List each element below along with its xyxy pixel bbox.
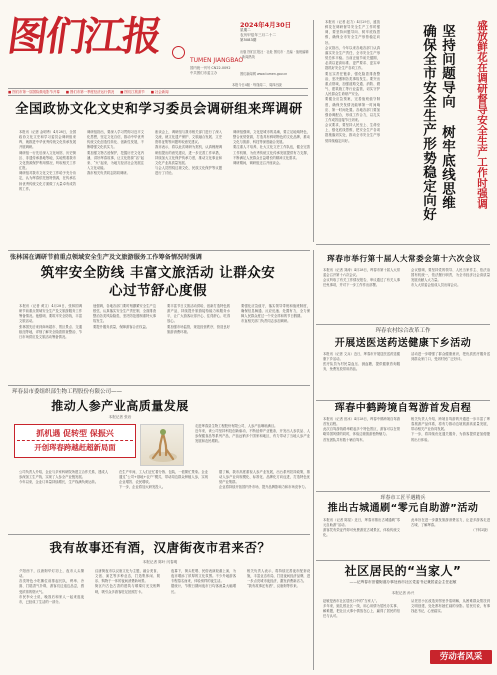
g-byline: 本报记者 陈叶 闫春明 [142,560,178,564]
masthead-logo-mark [172,46,185,59]
banner-article-col3: 座谈会上，调研组与我市相关部门进行了深入交流，就文化遗产保护、文旅融合发展、文史资料征集等问题听取意见建议。 我市表示，将以此次调研为契机，认真梳理调研组提出的意见建议，进一步完善工作举措，持续加大文化保护传承力度，推动文化事业和文化产业高质量发展。 与会人员围绕边境文化、民族文化保护等议题进行了讨论。 [155,130,222,176]
masthead [4,4,320,84]
right-article-lead: 本报讯（记者 赵力）4月29日，盛放鲜花在调研督导安全生产工作时强调，要坚持问题导向、树牢底线思维，确保全市安全生产形势稳定向好。 [325,20,380,45]
h-col1: 赵敏是西市社区居民口中的“当家人”。 多年来，她扎根社区一线，用心用情为居民办实事、解难题，把社区大事小情放在心上，赢得了居民的信任与认可。 [316,599,400,657]
b-rule [316,324,490,325]
footer-banner-label: 劳动者风采 [439,652,483,662]
e-rule [316,560,490,561]
masthead-unified-no: 国内统一刊号 CN22-0092 [190,66,231,70]
c-lead: 本报讯（记者 文兵）近日，珲春市开展送医送药送健康下乡活动。 [323,352,400,362]
ticker-item[interactable]: ■ 社会新闻 [150,90,169,94]
f-rule [8,534,310,535]
c-kicker: 珲春农村综合改革工作 [375,328,431,334]
e-ending: （下转2版） [471,528,490,533]
masthead-weekday: 星期二 [240,28,251,32]
d-lead: 本报讯（记者 田冰）4月28日，珲春中鹤跨境自驾游首发启程。 [323,417,400,427]
banner-article-col1: 本报讯（记者 金明秀）4月28日，全国政协文化文史和学习委员会调研组来珲，就推进中华优秀传统文化传承发展开展调研。 调研组一行先后深入文化场馆、历史街区、非遗传承基地等地，实地察看我市文化资源保护利用情况，听取相关工作汇报。 调研组对我市文化文史工作给予充分肯定，认为珲春依托独特资源，在传承弘扬优秀传统文化方面做了大量卓有成效的工作。 [12,130,76,246]
f-col1: 走进珲春县生物工程股份有限公司，人参产品琳琅满目。 近年来，该公司坚持科技创新驱动，不断延伸产业链条，开发出人参饮品、人参保健食品等系列产品，产品远销多个国家和地区，有力带动了当地人参产业发展和农民增收。 [188,424,310,468]
promo-line-2: 开创珲春跨越赶超新局面 [34,443,116,452]
c-rule [316,400,490,401]
f-col2: 公司负责人介绍，企业与多家科研院所建立合作关系，建成人参深加工生产线，实现了人参全产业链发展。 今年以来，企业订单量持续增长，生产线满负荷运转。 [19,470,108,485]
banner-article-col4: 调研组强调，文化是城市的灵魂，要立足地域特色，整合优势资源，打造具有鲜明特色的文化品牌，推动文化与旅游、科技等深度融合发展。 要注重人才培养，壮大文化文史工作队伍，健全完善工作机制，为优秀传统文化传承发展提供有力支撑，不断满足人民群众日益增长的精神文化需求。 调研期间，调研组还召开座谈会。 [233,130,310,165]
a-col2: 他强调，各地各部门要时刻绷紧安全生产这根弦，认真落实安全生产责任制，全面排查整治各类风险隐患，坚决防范遏制重特大事故发生。 要提升服务质量，保障游客合法权益。 [93,304,156,329]
masthead-lunar: 农历甲辰年三月二十二 [240,33,276,37]
g-lead: 夕阳西下，汉唐街华灯初上，夜市人头攒动。 [19,569,84,579]
b-col2: 会议强调，要坚持党的领导、人民当家作主、依法治国有机统一，依法履行职责，为全市经济社会高质量发展贡献人大力量。 市人大常委会组成人员出席会议。 [411,268,490,288]
banner-rule [8,250,310,251]
g-col1: 夕阳西下，汉唐街华灯初上，夜市人头攒动。 各类特色小吃摊位前排起长队，烤串、冷面、打糕香气扑鼻，游客们边逛边品尝，感受浓浓的烟火气。 市民李女士说，晚饭后和家人一起来逛夜市，已经成了生活的一部分。 [12,569,84,669]
c-col1: 本报讯（记者 文兵）近日，珲春市开展送医送药送健康下乡活动。 医疗队员为村民量血压、测血糖，提供健康咨询服务，免费发放常用药品。 [316,352,400,398]
g-title: 我有故事还有酒，汉唐街夜市君来否？ [49,540,271,555]
b-lead: 本报讯（记者 刘涛）4月28日，珲春市第十届人大常委会召开第十六次会议。 [323,268,400,278]
e-lead: 本报讯（记者 陈星）近日，珲春市推出古城通刷“零元自助游”活动。 [323,518,400,528]
masthead-website: 图们新闻网 www.tumen.gov.cn [240,72,288,76]
masthead-title: 图们江报 [4,13,164,60]
b-col1: 本报讯（记者 刘涛）4月28日，珲春市第十届人大常委会召开第十六次会议。 会议听取了有关工作情况报告，审议通过了有关人事任免事项，并对下一步工作作出部署。 [316,268,400,322]
right-article-rule [316,244,490,245]
masthead-publisher: 中共图们市委主办 [190,71,218,75]
ginseng-photo [140,424,184,466]
column-divider-right [313,250,314,670]
e-kicker: 珲春市工匠平遇精兵 [380,495,426,501]
h-lead: 赵敏是西市社区居民口中的“当家人”。 [323,599,380,603]
ticker-item[interactable]: ■ 图们市第一季度经济运行情况 [65,90,115,94]
ticker-rule-bottom [8,95,308,96]
c-title: 开展送医送药送健康下乡活动 [334,338,472,349]
e-col1: 本报讯（记者 陈星）近日，珲春市推出古城通刷“零元自助游”活动。 游客凭有效证件即可免费游览古城景区，体验传统文化。 [316,518,400,558]
f-col3: 在生产车间，工人们正忙着分拣、包装，一派繁忙景象。企业通过“公司+基地+农户”模式，带动周边群众种植人参，实现企业增效、农民增收。 下一步，企业将加大研发投入。 [119,470,208,490]
a-col1: 本报讯（记者 黄文）4月28日，张林国调研节前重点领域安全生产及文旅游服务工作筹备情况。他强调，要筑牢安全防线，丰富文旅活动。 张林国先后来到商场超市、景区景点、交通枢纽等地，详细了解安全隐患排查整治、节日市场供应及文旅活动筹备情况。 [12,304,82,382]
g-col4: 相关负责人表示，将持续完善夜市配套设施，丰富业态布局，打造夜间经济品牌，进一步点亮城市夜经济，激发消费新活力。 “我有故事还有酒”，汉唐街等你来。 [247,569,310,589]
promo-box [14,424,136,458]
promo-line-1: 抓机遇 促转型 保振兴 [17,427,133,441]
c-col2: 活动进一步增强了群众健康意识，把优质医疗服务送到群众家门口，受到村民广泛好评。 [411,352,490,362]
right-article-headline: 坚持问题导向 树牢底线思维 确保全市安全生产形势稳定向好 [420,24,455,222]
right-article-col1: 本报讯（记者 赵力）4月29日，盛放鲜花在调研督导安全生产工作时强调，要坚持问题导向、树牢底线思维，确保全市安全生产形势稳定向好。 会议指出，今年以来各地各部门认真落实安全生产责任，全市安全生产形势总体平稳。当前正值节前关键期，必须以更高标准、更严要求、更实举措抓好安全生产各项工作。 要压实责任链条，强化隐患排查整治，坚决遏制各类事故发生。要突出重点领域，加强道路交通、消防、燃气、建筑施工等行业监管，切实守护人民群众生命财产安全。 要健全应急预案，完善值班值守制度，确保突发情况能够第一时间响应、第一时间处置。各地各部门要加强协调配合，形成工作合力，以扎实工作成效迎接节日到来。 会议要求，要坚持人民至上、生命至上，强化底线思维，把安全生产各项措施落到实处，推动全市安全生产形势持续稳定向好。 [318,20,380,240]
d-title: 珲春中鹤跨境自驾游首发启程 [334,403,472,414]
f-title: 推动人参产业高质量发展 [51,399,189,413]
masthead-pinyin: TUMEN JIANGBAO [190,57,244,64]
a-col3: 要丰富节日文旅活动供给，创新打造特色旅游产品，持续提升旅游接待能力和服务水平，让广大游客玩得开心、住得舒心、吃得放心。 要加强市场监管，规范经营秩序，营造良好旅游消费环境。 [167,304,230,334]
masthead-issue: 第5083期 [240,38,257,42]
a-lead: 本报讯（记者 黄文）4月28日，张林国调研节前重点领域安全生产及文旅游服务工作筹备情况。他强调，要筑牢安全防线，丰富文旅活动。 [19,304,82,324]
f-byline: 本报记者 张岩 [108,415,132,419]
e-col2: 此举旨在进一步激发旅游消费活力，让更多游客走进古城、了解珲春。 （下转2版） [404,518,490,558]
a-col4: 要强化应急值守，落实领导带班和值班制度，确保信息畅通、反应迅速、处置有力，全力保障人民群众度过一个安全祥和的节日假期。 市直相关部门负责同志参加调研。 [241,304,310,324]
ticker-item[interactable]: ■ 图们市第一届国际微电影节开幕 [8,90,60,94]
b-kicker: 珲春市举行第十届人大常委会第十六次会议 [327,254,481,263]
masthead-print-note: 本报今日4版 · 每逢周二、周四出版 [232,83,282,87]
d-rule [316,491,490,492]
a-rule [8,385,310,386]
f-col4: 据了解，我市高度重视人参产业发展，出台系列扶持政策，推动人参产业向规模化、标准化、品牌化方向迈进，打造特色优势产业集群。 企业将持续开拓国内外市场，提升品牌影响力和市场竞争力。 [219,470,310,490]
footer-banner [430,650,492,664]
h-byline: 本报记者 孙兴 [391,591,415,595]
banner-article-lead: 本报讯（记者 金明秀）4月28日，全国政协文化文史和学习委员会调研组来珲，就推进中华优秀传统文化传承发展开展调研。 [19,130,76,150]
right-article-series: 盛放鲜花在调研督导安全生产工作时强调 [476,20,488,209]
banner-article-col2: 调研组指出，要深入学习贯彻习近平文化思想，坚定文化自信，推动中华优秀传统文化创造性转化、创新性发展，不断增强文化软实力。 要加强文物古迹保护，挖掘历史文化内涵，讲好珲春故事，让文化资源“活”起来、“火”起来，为地方经济社会发展注入文化动能。 我市相关负责同志陪同调研。 [87,130,144,176]
masthead-date: 2024年4月30日 [240,21,292,29]
g-col3: 夜幕下，街头驻唱、民俗表演轮番上演，为夜市增添了浓厚的文化氛围。不少外地游客专程慕名而来，体验别样的夜生活。 据统计，节假日期间夜市日均客流量大幅增长。 [171,569,236,594]
head-banner: 全国政协文化文史和学习委员会调研组来珲调研 [15,102,303,117]
h-title: 社区居民的“当家人” [344,564,462,578]
ticker-item[interactable]: ■ 图们江旅游节 [120,90,145,94]
masthead-contacts: 出版 图们江报社 · 社址 图们市 · 总编 · 值班编辑 · 新闻热线 [240,50,309,59]
d-col2: 相关负责人介绍，跨境自驾游的开通进一步丰富了珲春旅游产品体系，将有力推动边境旅游高质量发展，带动相关产业协同发展。 下一步，将持续优化通关服务，为游客提供更加便捷的出行体验。 [411,417,490,442]
g-col2: 汉唐街夜市以汉唐文化为主题，融合美食、文创、演艺等多种业态，打造集休闲、娱乐、购物于一体的夜间消费新场景。 街区内古色古香的建筑与璀璨灯光交相辉映，吸引众多游客驻足拍照打卡。 [95,569,160,594]
h-subtitle: ——记珲春市崇德街道办事处西市社区党委书记兼居委会主任赵敏 [349,580,457,584]
f-lead: 走进珲春县生物工程股份有限公司，人参产品琳琅满目。 [195,424,278,428]
ginseng-photo-art [141,425,185,467]
a-kicker: 张林国在调研节前重点领域安全生产及文旅游服务工作筹备情况时强调 [10,254,202,261]
h-col2: 从老旧小区改造到邻里矛盾调解，从困难群众帮扶到文明创建，处处都有她忙碌的身影。居民们说，有事找赵书记，心里踏实。 [411,599,490,614]
f-kicker: 珲春县市委组织部生物工程股份有限公司—— [12,389,123,395]
d-col1: 本报讯（记者 田冰）4月28日，珲春中鹤跨境自驾游首发启程。 此次自驾游线路串联起多个特色景区，游客可以在领略异国风情的同时，体验边境旅游独特魅力。 首发团队共有数十辆自驾车。 [316,417,400,489]
right-article-vrule [313,20,314,242]
a-title: 筑牢安全防线 丰富文旅活动 让群众安心过节舒心度假 [40,265,276,299]
e-title: 推出古城通刷“零元自助游”活动 [327,503,479,514]
